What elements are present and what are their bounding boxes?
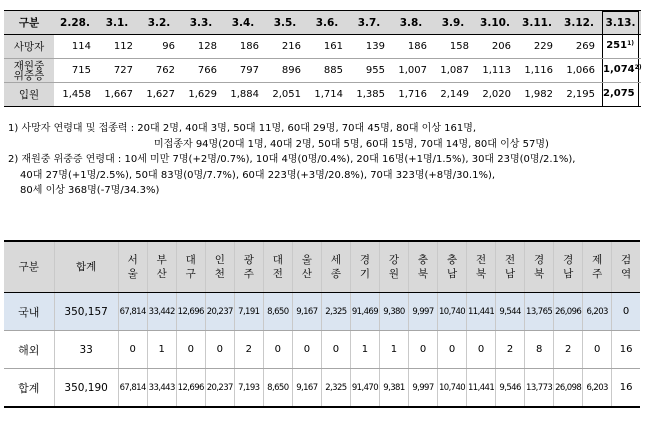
value-cell: 2,051 xyxy=(264,83,306,107)
region-value: 9,997 xyxy=(408,369,437,408)
footnotes xyxy=(8,121,575,199)
row-label: 국내 xyxy=(4,293,54,331)
highlight-value xyxy=(602,59,642,82)
region-value: 0 xyxy=(292,331,321,369)
region-header xyxy=(263,241,292,293)
header-text: 3.10. xyxy=(480,16,510,29)
value-cell: 2,020 xyxy=(474,83,516,107)
region-value: 16 xyxy=(612,369,640,408)
header-cell xyxy=(264,11,306,35)
value-cell: 2,195 xyxy=(558,83,600,107)
region-char: 경 xyxy=(563,254,574,266)
region-value: 9,380 xyxy=(379,293,408,331)
table-row xyxy=(4,331,640,369)
region-header xyxy=(205,241,234,293)
value-cell: 896 xyxy=(264,59,306,83)
region-char: 충 xyxy=(417,254,429,266)
highlight-value xyxy=(602,83,639,107)
region-value: 2,325 xyxy=(321,369,350,408)
region-value: 7,193 xyxy=(234,369,263,408)
header-cell xyxy=(54,11,96,35)
highlight-number: 1,074 xyxy=(603,64,635,75)
row-label-line: 위중증 xyxy=(13,69,45,82)
table-header-row xyxy=(4,241,640,293)
value-cell: 128 xyxy=(180,35,222,59)
region-header xyxy=(379,241,408,293)
region-value: 9,381 xyxy=(379,369,408,408)
header-cell xyxy=(180,11,222,35)
row-total: 350,157 xyxy=(54,293,118,331)
value-cell: 139 xyxy=(348,35,390,59)
region-value: 0 xyxy=(205,331,234,369)
footnote-2-cont: 40대 27명(+1명/2.5%), 50대 83명(0명/7.7%), 60대 223명(+3명/20.8%), 70대 323명(+8명/30.1%), xyxy=(20,169,496,181)
regional-cases-table xyxy=(4,240,640,408)
region-header xyxy=(118,241,147,293)
region-header xyxy=(350,241,379,293)
region-char: 경 xyxy=(359,254,371,266)
region-char: 남 xyxy=(505,268,516,280)
value-cell: 1,385 xyxy=(348,83,390,107)
region-char: 전 xyxy=(505,254,516,266)
region-char: 울 xyxy=(127,268,138,280)
region-value: 10,740 xyxy=(438,293,467,331)
header-cell xyxy=(474,11,516,35)
row-total: 350,190 xyxy=(54,369,118,408)
region-char: 산 xyxy=(301,268,312,280)
region-value: 26,096 xyxy=(554,293,583,331)
region-value: 7,191 xyxy=(234,293,263,331)
header-cell xyxy=(390,11,432,35)
region-value: 91,470 xyxy=(350,369,379,408)
row-label: 해외 xyxy=(4,331,54,369)
table-header-row xyxy=(4,11,641,35)
region-header xyxy=(554,241,583,293)
region-header xyxy=(583,241,612,293)
region-value: 9,544 xyxy=(496,293,525,331)
region-value: 0 xyxy=(321,331,350,369)
region-value: 8 xyxy=(525,331,554,369)
region-value: 11,441 xyxy=(467,369,496,408)
header-text: 3.6. xyxy=(315,16,339,29)
region-value: 16 xyxy=(612,331,640,369)
region-char: 주 xyxy=(592,268,603,280)
region-value: 9,546 xyxy=(496,369,525,408)
highlight-value xyxy=(602,35,639,58)
region-char: 제 xyxy=(592,254,603,266)
table-row xyxy=(4,83,641,107)
table-row xyxy=(4,369,640,408)
row-label xyxy=(4,59,54,83)
region-value: 20,237 xyxy=(205,369,234,408)
region-value: 11,441 xyxy=(467,293,496,331)
region-value: 0 xyxy=(408,331,437,369)
header-cell xyxy=(306,11,348,35)
region-char: 남 xyxy=(446,268,458,280)
header-text: 3.12. xyxy=(564,16,594,29)
region-value: 9,167 xyxy=(292,293,321,331)
region-value: 12,696 xyxy=(176,293,205,331)
value-cell: 186 xyxy=(390,35,432,59)
region-char: 천 xyxy=(214,268,225,280)
footnote-2: 2) 재원중 위중증 연령대 : 10세 미만 7명(+2명/0.7%), 10대 4명(0명/0.4%), 20대 16명(+1명/1.5%), 30대 23명(0명/2.1%), xyxy=(8,154,576,165)
daily-status-table xyxy=(4,10,641,107)
row-label-line: 사망자 xyxy=(13,40,45,53)
highlight-number: 251 xyxy=(606,40,628,51)
region-header xyxy=(525,241,554,293)
value-cell: 727 xyxy=(96,59,138,83)
value-cell: 186 xyxy=(222,35,264,59)
row-label-line: 재원중 xyxy=(13,59,45,72)
region-char: 강 xyxy=(388,254,400,266)
region-value: 20,237 xyxy=(205,293,234,331)
header-text: 3.4. xyxy=(231,16,255,29)
region-value: 67,814 xyxy=(118,369,147,408)
region-header xyxy=(438,241,467,293)
value-cell: 96 xyxy=(138,35,180,59)
region-char: 전 xyxy=(272,268,283,280)
region-char: 원 xyxy=(388,268,400,280)
value-cell: 1,007 xyxy=(390,59,432,83)
region-value: 9,997 xyxy=(408,293,437,331)
region-char: 울 xyxy=(301,254,312,266)
value-cell: 885 xyxy=(306,59,348,83)
header-cell xyxy=(348,11,390,35)
region-value: 1 xyxy=(350,331,379,369)
header-cell xyxy=(96,11,138,35)
region-header xyxy=(408,241,437,293)
value-cell: 955 xyxy=(348,59,390,83)
region-value: 8,650 xyxy=(263,369,292,408)
value-cell: 1,627 xyxy=(138,83,180,107)
value-cell: 1,716 xyxy=(390,83,432,107)
value-cell: 114 xyxy=(54,35,96,59)
region-char: 산 xyxy=(156,268,167,280)
header-text: 3.8. xyxy=(399,16,423,29)
highlight-cell xyxy=(600,59,641,83)
region-value: 13,773 xyxy=(525,369,554,408)
header-cell xyxy=(600,11,641,35)
region-value: 0 xyxy=(176,331,205,369)
region-value: 6,203 xyxy=(583,293,612,331)
region-value: 33,442 xyxy=(147,293,176,331)
header-text: 3.3. xyxy=(189,16,213,29)
header-cell xyxy=(558,11,600,35)
header-cell xyxy=(432,11,474,35)
region-value: 9,167 xyxy=(292,369,321,408)
region-value: 6,203 xyxy=(583,369,612,408)
header-cell xyxy=(138,11,180,35)
region-char: 광 xyxy=(243,254,254,266)
region-header xyxy=(292,241,321,293)
region-value: 0 xyxy=(118,331,147,369)
region-char: 북 xyxy=(417,268,429,280)
header-cell xyxy=(222,11,264,35)
value-cell: 797 xyxy=(222,59,264,83)
value-cell: 1,884 xyxy=(222,83,264,107)
table-row xyxy=(4,35,641,59)
value-cell: 112 xyxy=(96,35,138,59)
value-cell: 1,087 xyxy=(432,59,474,83)
region-char: 부 xyxy=(156,254,167,266)
region-char: 인 xyxy=(214,254,225,266)
region-char: 구 xyxy=(185,268,196,280)
region-char: 북 xyxy=(475,268,487,280)
header-text: 3.5. xyxy=(273,16,297,29)
region-value: 0 xyxy=(263,331,292,369)
region-value: 2 xyxy=(496,331,525,369)
value-cell: 762 xyxy=(138,59,180,83)
region-header xyxy=(612,241,640,293)
region-char: 서 xyxy=(127,254,138,266)
header-text: 3.11. xyxy=(522,16,552,29)
region-char: 세 xyxy=(330,254,341,266)
footnote-marker: 1) xyxy=(627,40,634,47)
region-value: 91,469 xyxy=(350,293,379,331)
value-cell: 1,066 xyxy=(558,59,600,83)
footnote-2-cont2: 80세 이상 368명(-7명/34.3%) xyxy=(20,185,160,196)
region-char: 역 xyxy=(621,268,632,280)
header-text: 3.2. xyxy=(147,16,171,29)
region-value: 10,740 xyxy=(438,369,467,408)
value-cell: 206 xyxy=(474,35,516,59)
value-cell: 269 xyxy=(558,35,600,59)
region-value: 1 xyxy=(379,331,408,369)
value-cell: 2,149 xyxy=(432,83,474,107)
header-total: 합계 xyxy=(54,241,118,293)
region-value: 2 xyxy=(554,331,583,369)
header-text: 3.7. xyxy=(357,16,381,29)
header-cell xyxy=(516,11,558,35)
row-label xyxy=(4,83,54,107)
footnote-marker: 2) xyxy=(634,64,642,71)
header-text: 3.13. xyxy=(602,11,639,35)
row-label xyxy=(4,35,54,59)
value-cell: 216 xyxy=(264,35,306,59)
highlight-cell xyxy=(600,83,641,107)
region-char: 대 xyxy=(185,254,196,266)
value-cell: 715 xyxy=(54,59,96,83)
region-value: 0 xyxy=(467,331,496,369)
region-char: 주 xyxy=(243,268,254,280)
region-header xyxy=(467,241,496,293)
header-text: 구분 xyxy=(18,17,40,29)
value-cell: 161 xyxy=(306,35,348,59)
region-value: 0 xyxy=(438,331,467,369)
region-value: 1 xyxy=(147,331,176,369)
region-header xyxy=(496,241,525,293)
region-header xyxy=(234,241,263,293)
region-value: 2 xyxy=(234,331,263,369)
region-value: 8,650 xyxy=(263,293,292,331)
region-header xyxy=(321,241,350,293)
region-char: 대 xyxy=(272,254,283,266)
region-value: 2,325 xyxy=(321,293,350,331)
table-row xyxy=(4,293,640,331)
highlight-number: 2,075 xyxy=(603,87,635,99)
header-text: 3.9. xyxy=(441,16,465,29)
value-cell: 229 xyxy=(516,35,558,59)
region-char: 충 xyxy=(446,254,458,266)
value-cell: 766 xyxy=(180,59,222,83)
header-label: 구분 xyxy=(4,241,54,293)
value-cell: 1,982 xyxy=(516,83,558,107)
region-value: 26,098 xyxy=(554,369,583,408)
region-header xyxy=(176,241,205,293)
value-cell: 158 xyxy=(432,35,474,59)
region-value: 12,696 xyxy=(176,369,205,408)
region-char: 기 xyxy=(359,268,371,280)
region-value: 0 xyxy=(583,331,612,369)
row-total: 33 xyxy=(54,331,118,369)
table-row xyxy=(4,59,641,83)
region-value: 33,443 xyxy=(147,369,176,408)
header-cell xyxy=(4,11,54,35)
header-text: 2.28. xyxy=(60,16,90,29)
region-value: 13,765 xyxy=(525,293,554,331)
region-char: 검 xyxy=(621,254,632,266)
region-char: 경 xyxy=(534,254,545,266)
value-cell: 1,458 xyxy=(54,83,96,107)
region-value: 67,814 xyxy=(118,293,147,331)
region-header xyxy=(147,241,176,293)
value-cell: 1,113 xyxy=(474,59,516,83)
footnote-1-cont: 미접종자 94명(20대 1명, 40대 2명, 50대 5명, 60대 15명, 70대 14명, 80대 이상 57명) xyxy=(154,138,549,150)
region-char: 전 xyxy=(475,254,487,266)
header-text: 3.1. xyxy=(105,16,129,29)
row-label-line: 입원 xyxy=(18,88,40,101)
highlight-cell xyxy=(600,35,641,59)
region-char: 북 xyxy=(534,268,545,280)
value-cell: 1,667 xyxy=(96,83,138,107)
region-char: 종 xyxy=(330,268,341,280)
value-cell: 1,116 xyxy=(516,59,558,83)
footnote-1: 1) 사망자 연령대 및 접종력 : 20대 2명, 40대 3명, 50대 11명, 60대 29명, 70대 45명, 80대 이상 161명, xyxy=(8,123,477,134)
region-char: 남 xyxy=(563,268,574,280)
value-cell: 1,714 xyxy=(306,83,348,107)
row-label: 합계 xyxy=(4,369,54,408)
value-cell: 1,629 xyxy=(180,83,222,107)
region-value: 0 xyxy=(612,293,640,331)
